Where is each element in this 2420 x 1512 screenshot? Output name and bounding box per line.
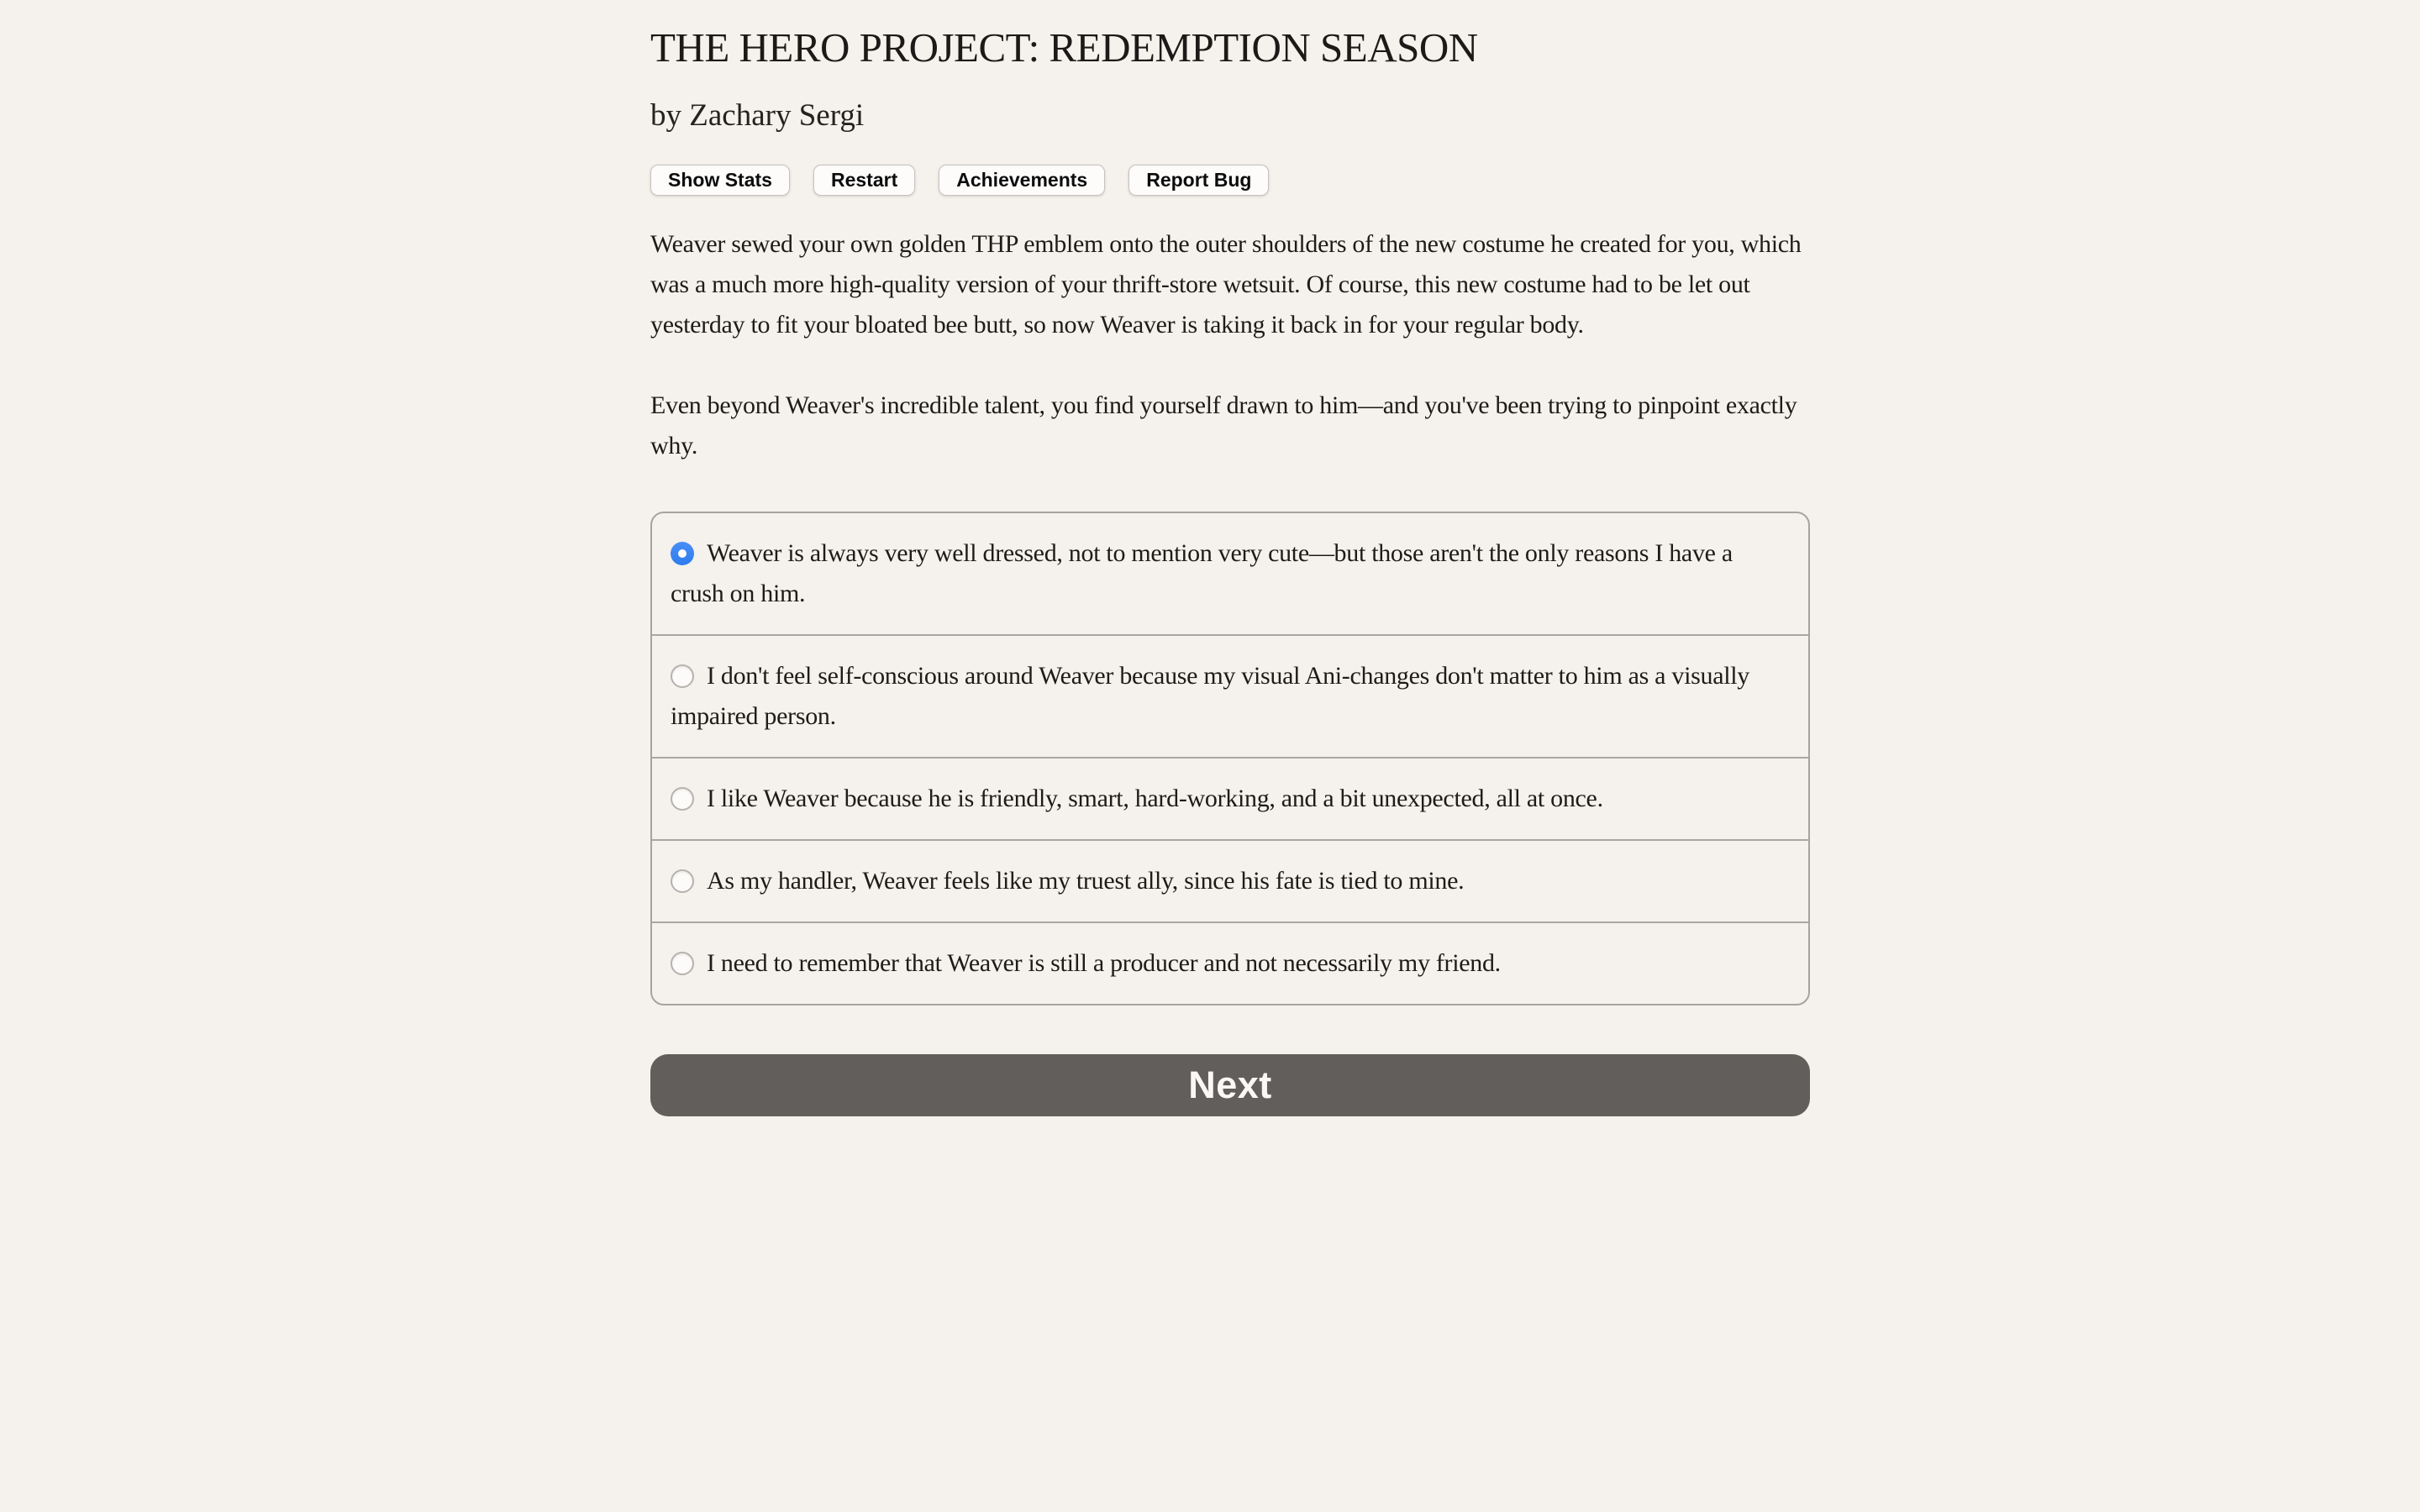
- radio-icon[interactable]: [671, 952, 694, 975]
- story-page: [650, 0, 1810, 1116]
- choice-option-label: As my handler, Weaver feels like my truest ally, since his fate is tied to mine.: [707, 867, 1465, 895]
- radio-selected-icon[interactable]: [671, 542, 694, 565]
- choice-option-2[interactable]: [652, 634, 1808, 757]
- choice-option-label: I like Weaver because he is friendly, smart, hard-working, and a bit unexpected, all at once.: [707, 785, 1603, 812]
- story-paragraph: Weaver sewed your own golden THP emblem onto the outer shoulders of the new costume he created for you, which was a much more high-quality version of your thrift-store wetsuit. Of course, this new costume had to be let out yesterday to fit your bloated bee butt, so now Weaver is taking it back in for your regular body.: [650, 230, 1802, 339]
- radio-icon[interactable]: [671, 787, 694, 811]
- author-byline: by Zachary Sergi: [650, 98, 865, 133]
- radio-icon[interactable]: [671, 869, 694, 893]
- page-title: THE HERO PROJECT: REDEMPTION SEASON: [650, 24, 1478, 71]
- radio-icon[interactable]: [671, 664, 694, 688]
- story-paragraph: Even beyond Weaver's incredible talent, you find yourself drawn to him—and you've been trying to pinpoint exactly why.: [650, 391, 1797, 459]
- choice-group: [650, 512, 1810, 1005]
- toolbar: [650, 165, 1810, 196]
- next-button[interactable]: Next: [650, 1054, 1810, 1116]
- choice-option-label: I need to remember that Weaver is still a producer and not necessarily my friend.: [707, 949, 1501, 977]
- report-bug-button[interactable]: Report Bug: [1128, 165, 1269, 196]
- choice-option-label: Weaver is always very well dressed, not to mention very cute—but those aren't the only reasons I have a crush on him.: [671, 539, 1733, 607]
- restart-button[interactable]: Restart: [813, 165, 915, 196]
- show-stats-button[interactable]: Show Stats: [650, 165, 790, 196]
- choice-option-3[interactable]: [652, 757, 1808, 839]
- choice-option-4[interactable]: [652, 839, 1808, 921]
- choice-option-label: I don't feel self-conscious around Weaver because my visual Ani-changes don't matter to him as a visually impaired person.: [671, 662, 1749, 730]
- choice-option-5[interactable]: [652, 921, 1808, 1004]
- choice-option-1[interactable]: [652, 513, 1808, 634]
- achievements-button[interactable]: Achievements: [939, 165, 1105, 196]
